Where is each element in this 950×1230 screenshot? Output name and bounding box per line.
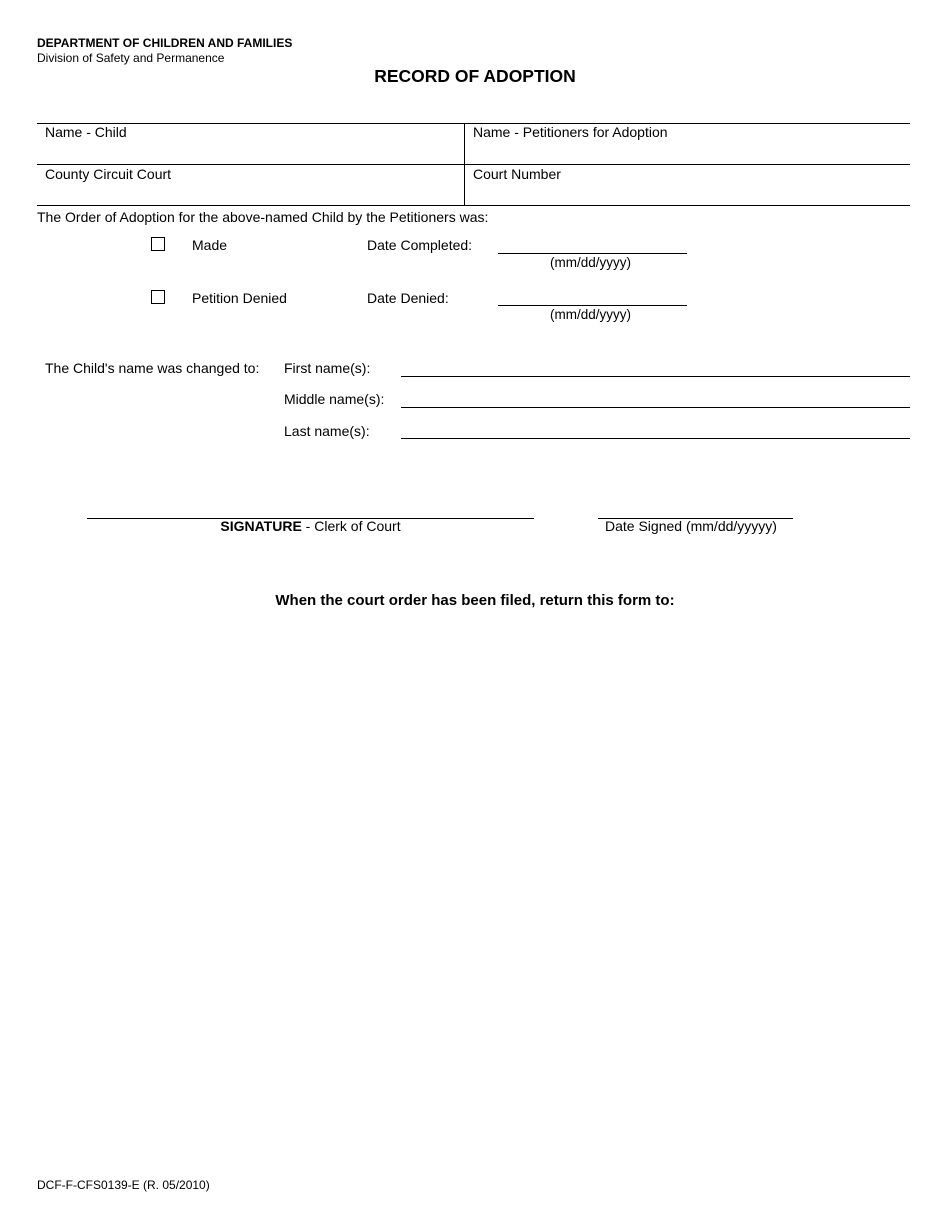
- date-denied-label: Date Denied:: [367, 290, 449, 306]
- date-denied-input[interactable]: [498, 305, 687, 306]
- date-completed-label: Date Completed:: [367, 237, 473, 253]
- grid-line-divider: [464, 123, 465, 205]
- form-id: DCF-F-CFS0139-E (R. 05/2010): [37, 1178, 210, 1192]
- return-instruction: When the court order has been filed, return this form to:: [275, 592, 675, 609]
- date-denied-format: (mm/dd/yyyy): [550, 307, 631, 322]
- last-name-label: Last name(s):: [284, 423, 370, 439]
- made-label: Made: [192, 237, 228, 253]
- date-completed-input[interactable]: [498, 253, 687, 254]
- county-court-field[interactable]: County Circuit Court: [45, 166, 172, 182]
- name-child-field[interactable]: Name - Child: [45, 124, 127, 140]
- first-name-label: First name(s):: [284, 360, 371, 376]
- name-petitioners-field[interactable]: Name - Petitioners for Adoption: [473, 124, 668, 140]
- department-name: DEPARTMENT OF CHILDREN AND FAMILIES: [37, 36, 293, 50]
- date-signed-label: Date Signed (mm/dd/yyyyy): [605, 518, 777, 534]
- signature-label-rest: - Clerk of Court: [301, 518, 401, 534]
- middle-name-input[interactable]: [401, 407, 910, 408]
- middle-name-label: Middle name(s):: [284, 391, 385, 407]
- date-completed-format: (mm/dd/yyyy): [550, 255, 631, 270]
- first-name-input[interactable]: [401, 376, 910, 377]
- petition-denied-checkbox[interactable]: [151, 290, 165, 304]
- division-name: Division of Safety and Permanence: [37, 51, 225, 65]
- made-checkbox[interactable]: [151, 237, 165, 251]
- grid-line-bottom: [37, 205, 910, 206]
- form-title: RECORD OF ADOPTION: [374, 66, 576, 86]
- signature-label-bold: SIGNATURE: [220, 518, 302, 534]
- petition-denied-label: Petition Denied: [192, 290, 287, 306]
- signature-label: [0, 518, 621, 534]
- court-number-field[interactable]: Court Number: [473, 166, 561, 182]
- order-statement: The Order of Adoption for the above-named Child by the Petitioners was:: [37, 209, 489, 225]
- grid-line-middle: [37, 164, 910, 165]
- name-change-intro: The Child's name was changed to:: [45, 360, 260, 376]
- last-name-input[interactable]: [401, 438, 910, 439]
